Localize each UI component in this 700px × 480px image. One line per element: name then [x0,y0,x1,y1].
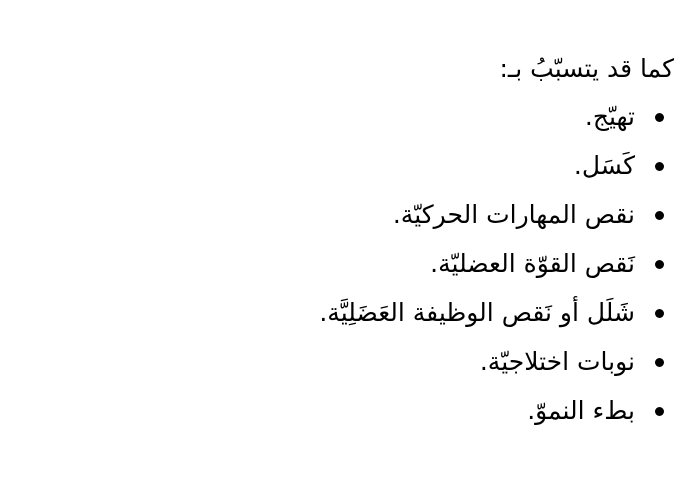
list-item [24,394,674,428]
bullet-icon [655,358,664,367]
list-item [24,198,674,232]
bullet-icon [655,211,664,220]
list-item-text: بطء النموّ. [527,396,635,425]
list-item-text: نقص المهارات الحركيّة. [392,200,635,229]
list-item-text: نَقص القوّة العضليّة. [430,249,635,278]
content-block [24,52,674,443]
intro-text: كما قد يتسبّبُ بـ: [499,54,674,83]
list-item [24,296,674,330]
symptom-list [24,100,674,428]
bullet-icon [655,309,664,318]
bullet-icon [655,407,664,416]
list-item [24,149,674,183]
bullet-icon [655,260,664,269]
list-item [24,100,674,134]
list-item [24,345,674,379]
list-item [24,247,674,281]
bullet-icon [655,162,664,171]
list-item-text: شَلَل أو نَقص الوظيفة العَضَلِيَّة. [319,298,635,327]
list-item-text: نوبات اختلاجيّة. [479,347,635,376]
list-item-text: تهيّج. [584,102,635,131]
bullet-icon [655,113,664,122]
list-item-text: كَسَل. [573,151,635,180]
